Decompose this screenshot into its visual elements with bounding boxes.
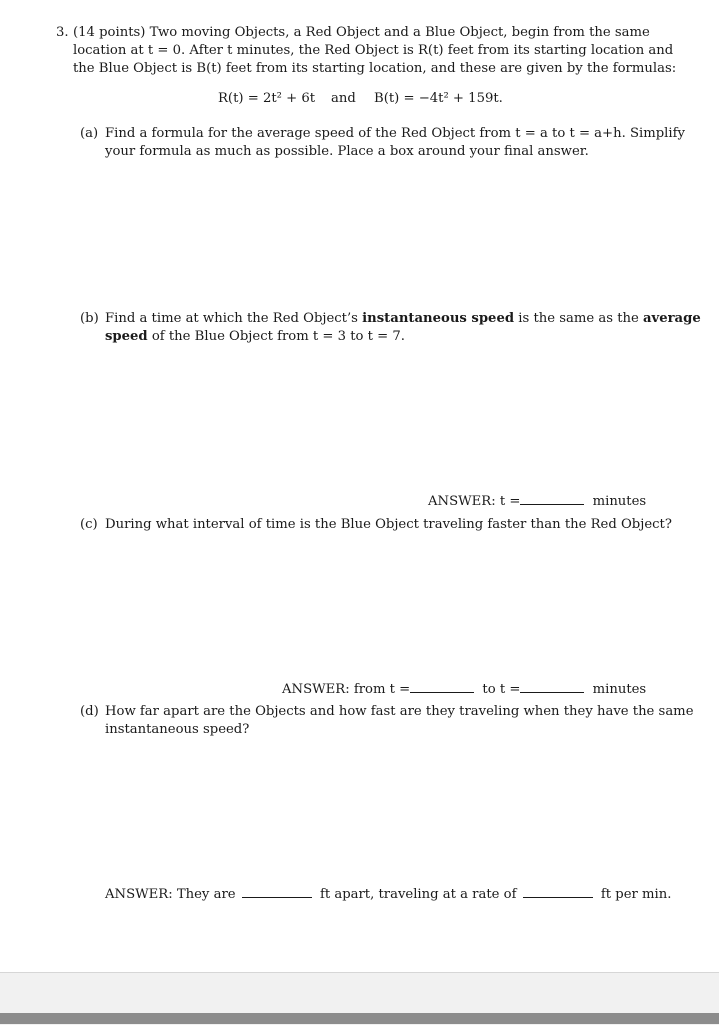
- part-b-text-pre: Find a time at which the Red Object’s: [105, 311, 358, 326]
- part-b-answer-blank[interactable]: [520, 492, 584, 505]
- part-d-answer-unit: ft per min.: [600, 887, 672, 902]
- part-d-line-2: instantaneous speed?: [105, 722, 250, 737]
- part-d-answer-blank-rate[interactable]: [523, 885, 593, 898]
- part-b-bold-speed: speed: [105, 329, 148, 344]
- part-b-text-rest: of the Blue Object from t = 3 to t = 7.: [151, 329, 405, 344]
- part-d-answer-mid: ft apart, traveling at a rate of: [319, 887, 517, 902]
- part-b-answer-unit: minutes: [592, 494, 647, 509]
- part-a-label: (a): [80, 126, 99, 141]
- problem-line-1: (14 points) Two moving Objects, a Red Object and a Blue Object, begin from the same: [73, 25, 650, 40]
- part-c-answer-blank-to[interactable]: [520, 680, 584, 693]
- part-c-answer-mid: to t =: [482, 682, 521, 697]
- part-c-answer-blank-from[interactable]: [410, 680, 474, 693]
- part-c-label: (c): [80, 517, 98, 532]
- problem-number: 3.: [56, 25, 69, 40]
- part-c-line-1: During what interval of time is the Blue Object traveling faster than the Red Object?: [105, 517, 672, 532]
- formula-red: R(t) = 2t² + 6t: [218, 91, 316, 106]
- part-c-answer-prefix: ANSWER: from t =: [282, 682, 411, 697]
- part-d-label: (d): [80, 704, 99, 719]
- formula-blue: B(t) = −4t² + 159t.: [374, 91, 503, 106]
- part-b-bold-average: average: [643, 311, 701, 326]
- problem-line-2: location at t = 0. After t minutes, the Red Object is R(t) feet from its starting location and: [73, 43, 674, 58]
- part-d-answer-line: [105, 885, 671, 904]
- part-b-label: (b): [80, 311, 99, 326]
- part-b-answer-line: [428, 492, 646, 511]
- part-c-answer-unit: minutes: [592, 682, 647, 697]
- formula-and: and: [331, 91, 356, 106]
- part-a-line-1: Find a formula for the average speed of the Red Object from t = a to t = a+h. Simplify: [105, 126, 685, 141]
- part-b-line-1: [105, 310, 701, 328]
- part-b-bold-instantaneous: instantaneous speed: [362, 311, 515, 326]
- part-b-answer-prefix: ANSWER: t =: [428, 494, 521, 509]
- part-d-answer-blank-distance[interactable]: [242, 885, 312, 898]
- part-b-text-mid: is the same as the: [518, 311, 639, 326]
- problem-line-3: the Blue Object is B(t) feet from its starting location, and these are given by the formulas:: [73, 61, 677, 76]
- part-a-line-2: your formula as much as possible. Place a box around your final answer.: [105, 144, 589, 159]
- part-b-line-2: [105, 328, 405, 346]
- viewer-bottom-scrollbar[interactable]: [0, 1013, 719, 1024]
- part-d-answer-prefix: ANSWER: They are: [105, 887, 236, 902]
- part-c-answer-line: [282, 680, 646, 699]
- part-d-line-1: How far apart are the Objects and how fast are they traveling when they have the same: [105, 704, 694, 719]
